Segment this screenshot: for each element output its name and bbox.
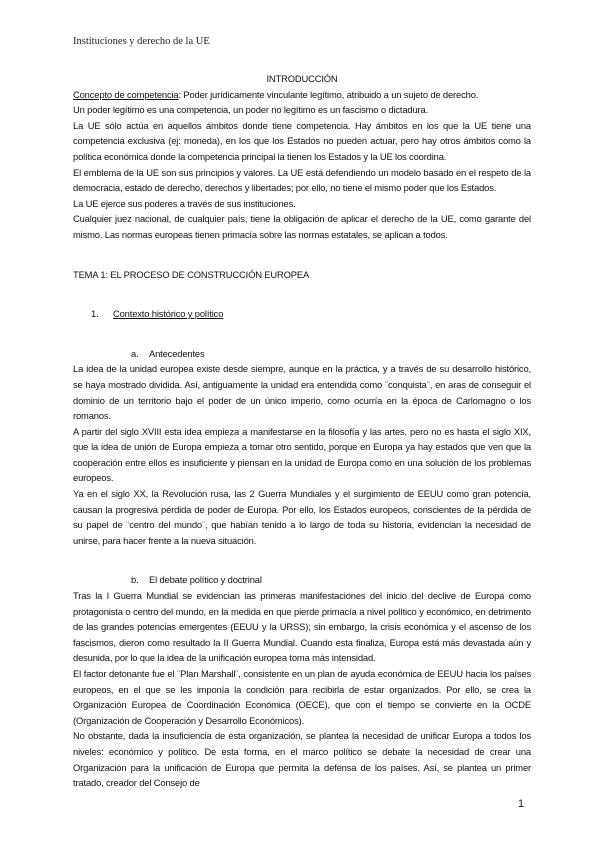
subsection-b-letter: b.	[131, 574, 139, 586]
sub-b-paragraph-3: No obstante, dada la insuficiencia de esta organización, se plantea la necesidad de unificar Europa a todos los niveles: económico y político. De esta forma, en el marco político se debate la necesidad de crear una Organización para la unificación de Europa que permita la defensa de los países. Así, se plantea un primer tratado, creador del Consejo de	[73, 730, 531, 789]
subsection-b-title: El debate político y doctrinal	[149, 574, 262, 586]
intro-paragraph-4: La UE ejerce sus poderes a través de sus instituciones.	[73, 197, 296, 209]
sub-a-paragraph-1: La idea de la unidad europea existe desde siempre, aunque en la práctica, y a través de su desarrollo histórico, se haya mostrado dividida. Así, antiguamente la unidad era entendida como ¨conquista¨, en aras de conseguir el dominio de un territorio bajo el poder de un único imperio, como ocurría en la época de Carlomagno o los romanos.	[73, 363, 531, 422]
document-body	[73, 71, 531, 791]
sub-a-paragraph-3: Ya en el siglo XX, la Revolución rusa, las 2 Guerra Mundiales y el surgimiento de EEUU como gran potencia, causan la progresiva pérdida de poder de Europa. Por ello, los Estados europeos, conscientes de la pérdida de su papel de ¨centro del mundo¨, que habían tenido a lo largo de toda su historia, evidencian la necesidad de unirse, para hacer frente a la nueva situación.	[73, 488, 531, 546]
subsection-b-heading	[73, 572, 531, 588]
subsection-a-heading	[73, 346, 531, 362]
subsection-a-letter: a.	[131, 347, 139, 359]
concept-label: Concepto de competencia	[73, 88, 179, 100]
sub-b-paragraph-2: El factor detonante fue el ¨Plan Marshall¨, consistente en un plan de ayuda económica de EEUU hacia los países europeos, en el que se les imponía la condición para recibirla de estar organizados. Por ello, se crea la Organización Europea de Coordinación Económica (OECE), que con el tiempo se convierte en la OCDE (Organización de Cooperación y Desarrollo Económicos).	[73, 668, 531, 726]
intro-paragraph-5: Cualquier juez nacional, de cualquier país, tiene la obligación de aplicar el derecho de la UE, como garante del mismo. Las normas europeas tienen primacía sobre las normas estatales, se aplican a todos.	[73, 213, 531, 240]
concept-definition	[73, 87, 531, 103]
running-header: Instituciones y derecho de la UE	[73, 36, 210, 47]
page-number: 1	[518, 798, 525, 810]
section-1-number: 1.	[91, 308, 99, 320]
sub-b-paragraph-1: Tras la I Guerra Mundial se evidencian las primeras manifestaciones del inicio del declive de Europa como protagonista o centro del mundo, en la medida en que pierde primacía a nivel político y económico, en detrimento de las grandes potencias emergentes (EEUU y la URSS); sin embargo, la crisis económica y el ascenso de los fascismos, dieron como resultado la II Guerra Mundial. Cuando esta finaliza, Europa está más devastada aún y desunida, por lo que la idea de la unificación europea toma más intensidad.	[73, 590, 531, 664]
section-1-title: Contexto histórico y político	[113, 308, 224, 320]
concept-text: : Poder jurídicamente vinculante legítimo, atribuido a un sujeto de derecho.	[178, 88, 479, 100]
intro-title: INTRODUCCIÓN	[266, 73, 338, 84]
subsection-a-title: Antecedentes	[149, 347, 205, 359]
section-1-heading	[73, 306, 531, 322]
sub-a-paragraph-2: A partir del siglo XVIII esta idea empieza a manifestarse en la filosofía y las artes, pero no es hasta el siglo XIX, que la idea de unión de Europa empieza a tomar otro sentido, porque en Europa ya hay estados que ven que la cooperación entre ellos es insuficiente y piensan en la unidad de Europa como en una solución de los problemas europeos.	[73, 425, 531, 484]
intro-paragraph-2: La UE sólo actúa en aquellos ámbitos donde tiene competencia. Hay ámbitos en los que la UE tiene una competencia exclusiva (ej: moneda), en los que los Estados no pueden actuar, pero hay otros ámbitos como la política económica donde la competencia principal la tienen los Estados y la UE los coordina.	[73, 119, 531, 162]
intro-paragraph-1: Un poder legítimo es una competencia, un poder no legítimo es un fascismo o dictadura.	[73, 104, 429, 116]
tema1-title: TEMA 1: EL PROCESO DE CONSTRUCCIÓN EUROPEA	[73, 268, 310, 280]
intro-paragraph-3: El emblema de la UE son sus principios y valores. La UE está defendiendo un modelo basado en el respeto de la democracia, estado de derecho, derechos y libertades; por ello, no tiene el mismo poder que los Estados.	[73, 166, 531, 194]
